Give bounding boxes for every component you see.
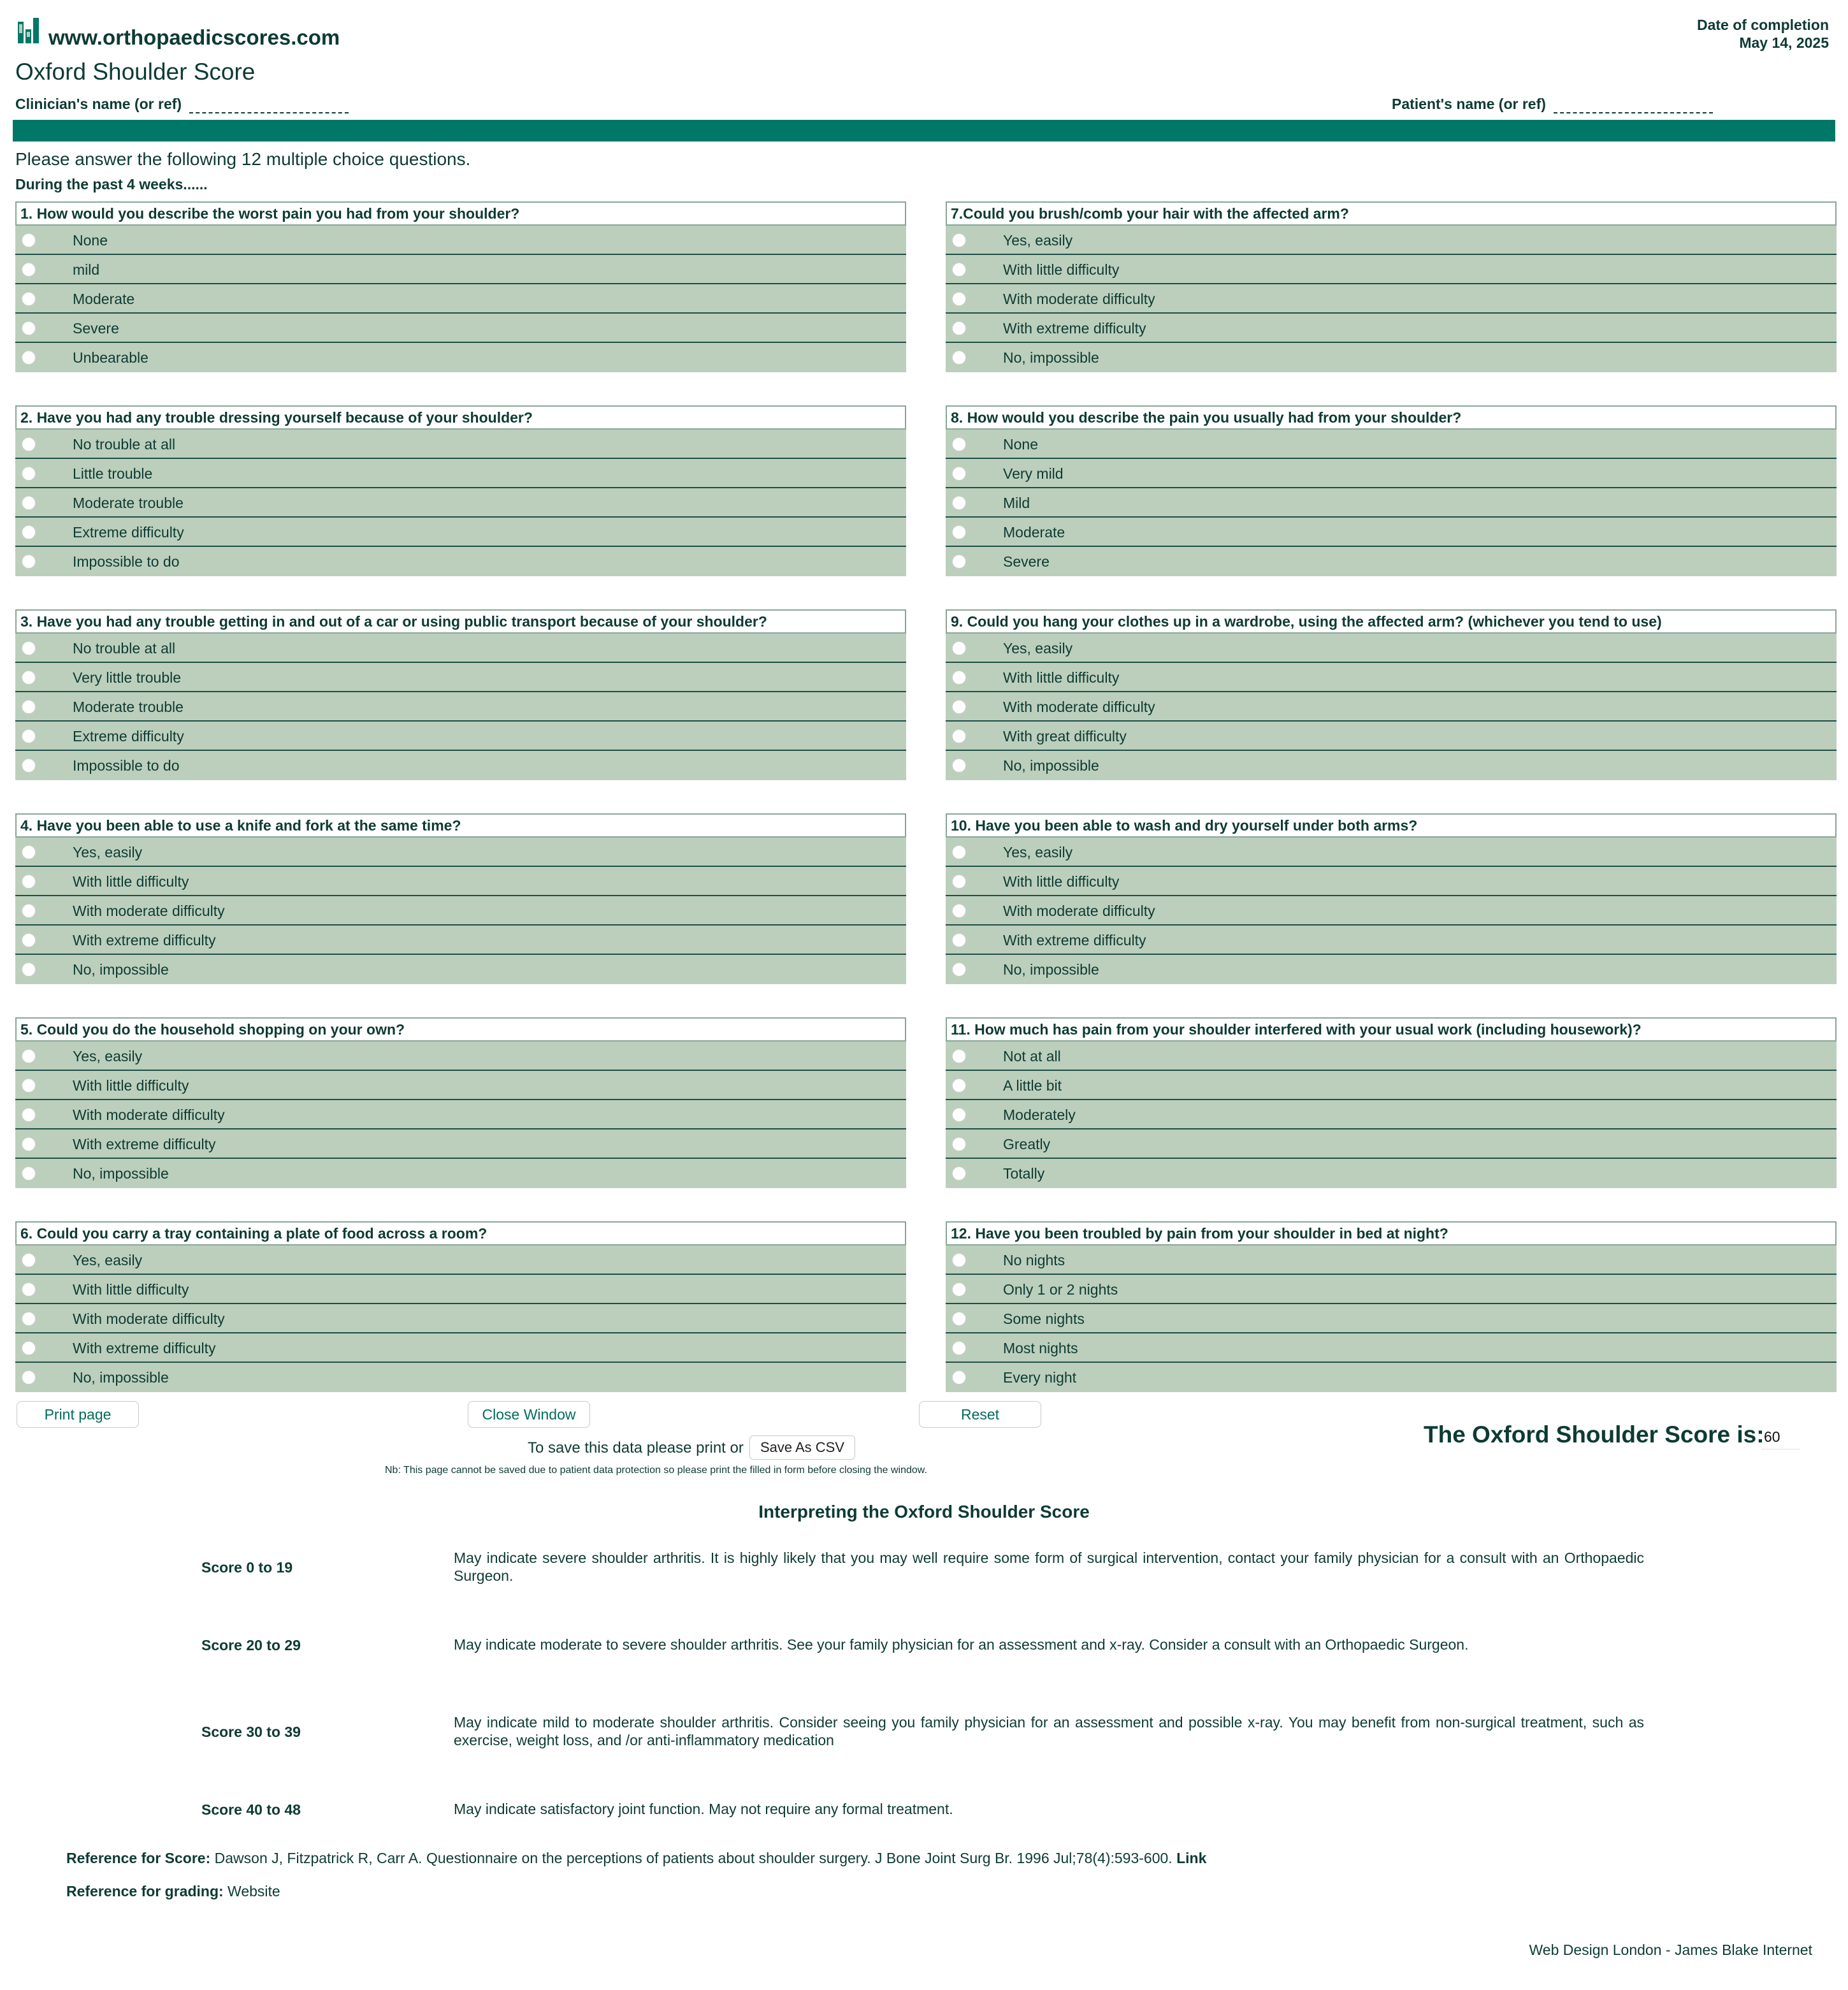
radio-button[interactable] (952, 875, 966, 889)
interpretation-description: May indicate moderate to severe shoulder arthritis. See your family physician for an assessment and x-ray. Consider a consult with an Orthopaedic Surgeon. (454, 1636, 1469, 1653)
score-reference-link[interactable]: Link (1176, 1850, 1207, 1866)
answer-option-label: Impossible to do (73, 553, 180, 570)
question-title: 3. Have you had any trouble getting in and out of a car or using public transport because of your shoulder? (15, 609, 906, 634)
date-of-completion-label: Date of completion (1696, 17, 1829, 33)
answer-options (946, 226, 1837, 372)
answer-option-label: Greatly (1003, 1136, 1051, 1152)
answer-option-label: Unbearable (73, 349, 148, 366)
answer-option[interactable] (946, 430, 1837, 459)
radio-button[interactable] (952, 729, 966, 743)
answer-option[interactable] (15, 1363, 906, 1392)
radio-button[interactable] (952, 1341, 966, 1355)
question-block (15, 405, 906, 576)
radio-button[interactable] (22, 1049, 36, 1063)
answer-option[interactable] (946, 751, 1837, 780)
question-block (946, 1221, 1837, 1392)
answer-option[interactable] (15, 1304, 906, 1333)
answer-option-label: Moderately (1003, 1107, 1076, 1123)
answer-options (946, 1246, 1837, 1392)
radio-button[interactable] (952, 1049, 966, 1063)
radio-button[interactable] (952, 292, 966, 306)
answer-option[interactable] (15, 1159, 906, 1188)
question-block (946, 1017, 1837, 1188)
answer-option-label: No trouble at all (73, 640, 176, 657)
answer-options (946, 1042, 1837, 1188)
score-reference-label: Reference for Score: (66, 1850, 211, 1866)
radio-button[interactable] (952, 641, 966, 655)
answer-option[interactable] (946, 1363, 1837, 1392)
answer-option[interactable] (15, 1042, 906, 1071)
radio-button[interactable] (952, 233, 966, 247)
answer-option-label: Some nights (1003, 1311, 1085, 1327)
clinician-name-field[interactable] (189, 94, 349, 113)
interpretation-title: Interpreting the Oxford Shoulder Score (758, 1502, 1090, 1522)
answer-option-label: None (1003, 436, 1038, 453)
radio-button[interactable] (952, 1282, 966, 1296)
radio-button[interactable] (22, 1282, 36, 1296)
answer-option[interactable] (946, 1275, 1837, 1304)
answer-option[interactable] (946, 896, 1837, 926)
answer-option-label: With great difficulty (1003, 728, 1127, 744)
question-block (946, 201, 1837, 372)
answer-option-label: With moderate difficulty (73, 1107, 225, 1123)
question-title: 7.Could you brush/comb your hair with the affected arm? (946, 201, 1837, 226)
question-block (15, 609, 906, 780)
question-block (946, 405, 1837, 576)
radio-button[interactable] (22, 671, 36, 685)
radio-button[interactable] (952, 845, 966, 859)
answer-option[interactable] (946, 634, 1837, 663)
radio-button[interactable] (22, 875, 36, 889)
answer-option-label: No, impossible (1003, 757, 1099, 774)
answer-option-label: None (73, 232, 108, 249)
grading-reference-link[interactable]: Website (227, 1883, 280, 1899)
answer-option-label: With little difficulty (73, 873, 189, 890)
answer-option-label: No, impossible (1003, 961, 1099, 978)
answer-option[interactable] (946, 343, 1837, 372)
patient-name-label: Patient's name (or ref) (1392, 96, 1546, 112)
grading-reference-label: Reference for grading: (66, 1883, 224, 1899)
clinician-name-row (15, 94, 349, 113)
radio-button[interactable] (952, 1370, 966, 1384)
answer-options (15, 430, 906, 576)
answer-option-label: No, impossible (73, 1165, 169, 1182)
answer-option[interactable] (15, 255, 906, 284)
reset-button[interactable]: Reset (919, 1401, 1041, 1428)
answer-option[interactable] (946, 314, 1837, 343)
radio-button[interactable] (952, 437, 966, 451)
answer-option[interactable] (15, 867, 906, 896)
answer-option-label: mild (73, 261, 100, 278)
answer-option-label: With little difficulty (73, 1281, 189, 1298)
answer-option-label: Little trouble (73, 465, 153, 482)
radio-button[interactable] (952, 263, 966, 277)
radio-button[interactable] (952, 525, 966, 539)
patient-name-row (1392, 94, 1713, 113)
score-reference-text: Dawson J, Fitzpatrick R, Carr A. Questionnaire on the perceptions of patients about shoulder surgery. J Bone Joint Surg Br. 1996 Jul;78(4):593-600. (214, 1850, 1173, 1866)
answer-option[interactable] (15, 751, 906, 780)
answer-option[interactable] (946, 1129, 1837, 1159)
answer-option-label: Severe (73, 320, 119, 337)
answer-option-label: Most nights (1003, 1340, 1078, 1356)
answer-option-label: No nights (1003, 1252, 1065, 1268)
question-block (15, 1017, 906, 1188)
answer-option-label: With little difficulty (73, 1077, 189, 1094)
answer-option-label: Yes, easily (1003, 844, 1073, 861)
answer-option-label: Severe (1003, 553, 1050, 570)
answer-option[interactable] (15, 1333, 906, 1363)
answer-option-label: Yes, easily (73, 844, 143, 861)
answer-options (15, 1042, 906, 1188)
radio-button[interactable] (952, 904, 966, 918)
interpretation-score-range: Score 30 to 39 (201, 1724, 301, 1740)
answer-option[interactable] (946, 1071, 1837, 1100)
clinician-name-label: Clinician's name (or ref) (15, 96, 182, 112)
answer-option-label: No, impossible (73, 1369, 169, 1386)
question-title: 10. Have you been able to wash and dry yourself under both arms? (946, 813, 1837, 838)
answer-option[interactable] (15, 314, 906, 343)
question-title: 4. Have you been able to use a knife and fork at the same time? (15, 813, 906, 838)
score-reference (66, 1848, 1206, 1868)
radio-button[interactable] (952, 700, 966, 714)
answer-option[interactable] (946, 518, 1837, 547)
answer-option-label: Yes, easily (1003, 232, 1073, 249)
radio-button[interactable] (22, 1166, 36, 1180)
answer-option[interactable] (946, 1159, 1837, 1188)
answer-option[interactable] (946, 255, 1837, 284)
score-value-field: 60 (1761, 1424, 1800, 1449)
radio-button[interactable] (22, 904, 36, 918)
radio-button[interactable] (952, 467, 966, 481)
answer-option[interactable] (946, 867, 1837, 896)
answer-option[interactable] (946, 284, 1837, 314)
answer-option-label: Totally (1003, 1165, 1045, 1182)
answer-option[interactable] (946, 838, 1837, 867)
answer-options (946, 430, 1837, 576)
answer-option[interactable] (946, 692, 1837, 722)
answer-option-label: Yes, easily (1003, 640, 1073, 657)
answer-option[interactable] (946, 1333, 1837, 1363)
answer-option[interactable] (946, 459, 1837, 488)
answer-option[interactable] (946, 955, 1837, 984)
answer-options (15, 634, 906, 780)
answer-option-label: With moderate difficulty (73, 903, 225, 919)
intro-text: Please answer the following 12 multiple choice questions. (15, 149, 471, 169)
answer-option-label: Very little trouble (73, 669, 182, 686)
date-of-completion-value: May 14, 2025 (1739, 34, 1829, 51)
answer-option[interactable] (15, 547, 906, 576)
radio-button[interactable] (22, 845, 36, 859)
answer-option-label: Every night (1003, 1369, 1077, 1386)
answer-option[interactable] (946, 1100, 1837, 1129)
question-title: 8. How would you describe the pain you usually had from your shoulder? (946, 405, 1837, 430)
answer-option-label: No, impossible (1003, 349, 1099, 366)
question-block (15, 201, 906, 372)
answer-option[interactable] (15, 488, 906, 518)
answer-option-label: With moderate difficulty (73, 1311, 225, 1327)
answer-option-label: With extreme difficulty (73, 1136, 216, 1152)
interpretation-score-range: Score 0 to 19 (201, 1559, 293, 1576)
answer-options (15, 226, 906, 372)
save-instructions: To save this data please print or (528, 1439, 744, 1456)
radio-button[interactable] (22, 962, 36, 977)
bar-chart-logo-icon (17, 15, 43, 45)
question-block (15, 1221, 906, 1392)
answer-option[interactable] (946, 926, 1837, 955)
data-protection-note: Nb: This page cannot be saved due to patient data protection so please print the filled in form before closing the window. (385, 1465, 927, 1476)
answer-option[interactable] (946, 722, 1837, 751)
answer-option-label: Moderate trouble (73, 495, 184, 511)
radio-button[interactable] (22, 1079, 36, 1093)
site-url-link[interactable]: www.orthopaedicscores.com (48, 25, 340, 49)
radio-button[interactable] (952, 1108, 966, 1122)
radio-button[interactable] (22, 321, 36, 335)
answer-options (946, 634, 1837, 780)
radio-button[interactable] (952, 962, 966, 977)
radio-button[interactable] (952, 671, 966, 685)
radio-button[interactable] (22, 292, 36, 306)
answer-option-label: Very mild (1003, 465, 1064, 482)
answer-option-label: A little bit (1003, 1077, 1062, 1094)
save-as-csv-button[interactable]: Save As CSV (749, 1435, 855, 1460)
answer-option[interactable] (15, 459, 906, 488)
answer-option[interactable] (15, 838, 906, 867)
question-block (946, 609, 1837, 780)
answer-option[interactable] (946, 1042, 1837, 1071)
interpretation-description: May indicate mild to moderate shoulder arthritis. Consider seeing you family physician for an assessment and possible x-ray. You may benefit from non-surgical treatment, such as exercise, weight loss, and /or anti-inflammatory medication (454, 1714, 1644, 1748)
question-title: 9. Could you hang your clothes up in a wardrobe, using the affected arm? (whichever you tend to use) (946, 609, 1837, 634)
patient-name-field[interactable] (1554, 94, 1713, 113)
interpretation-description: May indicate severe shoulder arthritis. It is highly likely that you may well require some form of surgical intervention, contact your family physician for a consult with an Orthopaedic Surgeon. (454, 1550, 1644, 1584)
answer-option[interactable] (15, 343, 906, 372)
answer-option-label: Yes, easily (73, 1252, 143, 1268)
page-title: Oxford Shoulder Score (15, 59, 256, 85)
radio-button[interactable] (952, 1166, 966, 1180)
question-title: 1. How would you describe the worst pain you had from your shoulder? (15, 201, 906, 226)
radio-button[interactable] (22, 700, 36, 714)
radio-button[interactable] (952, 933, 966, 947)
radio-button[interactable] (22, 467, 36, 481)
answer-option[interactable] (946, 226, 1837, 255)
close-window-button[interactable]: Close Window (468, 1401, 590, 1428)
answer-option[interactable] (946, 488, 1837, 518)
radio-button[interactable] (952, 759, 966, 773)
radio-button[interactable] (952, 1312, 966, 1326)
question-block (946, 813, 1837, 984)
answer-option-label: No, impossible (73, 961, 169, 978)
answer-option-label: Extreme difficulty (73, 524, 184, 541)
radio-button[interactable] (22, 525, 36, 539)
answer-option[interactable] (15, 1246, 906, 1275)
radio-button[interactable] (22, 1341, 36, 1355)
answer-option[interactable] (946, 547, 1837, 576)
answer-option-label: Not at all (1003, 1048, 1061, 1064)
answer-option[interactable] (15, 722, 906, 751)
interpretation-score-range: Score 20 to 29 (201, 1637, 301, 1653)
answer-option-label: Mild (1003, 495, 1030, 511)
answer-option-label: No trouble at all (73, 436, 176, 453)
radio-button[interactable] (22, 1253, 36, 1267)
radio-button[interactable] (952, 1253, 966, 1267)
radio-button[interactable] (22, 437, 36, 451)
radio-button[interactable] (22, 496, 36, 510)
radio-button[interactable] (952, 555, 966, 569)
answer-option[interactable] (15, 430, 906, 459)
answer-options (15, 1246, 906, 1392)
answer-option[interactable] (15, 896, 906, 926)
answer-option[interactable] (946, 663, 1837, 692)
interpretation-description: May indicate satisfactory joint function. May not require any formal treatment. (454, 1801, 953, 1817)
radio-button[interactable] (22, 1108, 36, 1122)
header-divider-bar (13, 120, 1835, 142)
question-title: 2. Have you had any trouble dressing yourself because of your shoulder? (15, 405, 906, 430)
radio-button[interactable] (952, 321, 966, 335)
radio-button[interactable] (22, 933, 36, 947)
radio-button[interactable] (22, 1312, 36, 1326)
answer-option[interactable] (15, 1275, 906, 1304)
radio-button[interactable] (22, 1137, 36, 1151)
print-page-button[interactable]: Print page (17, 1401, 139, 1428)
answer-option[interactable] (15, 955, 906, 984)
answer-option-label: Yes, easily (73, 1048, 143, 1064)
answer-option-label: With extreme difficulty (73, 932, 216, 948)
answer-option[interactable] (15, 634, 906, 663)
question-title: 12. Have you been troubled by pain from your shoulder in bed at night? (946, 1221, 1837, 1246)
radio-button[interactable] (22, 641, 36, 655)
answer-option-label: With moderate difficulty (1003, 903, 1155, 919)
answer-option-label: With extreme difficulty (1003, 320, 1146, 337)
answer-options (946, 838, 1837, 984)
answer-option[interactable] (15, 518, 906, 547)
period-text: During the past 4 weeks...... (15, 176, 208, 192)
answer-option-label: Moderate (1003, 524, 1065, 541)
radio-button[interactable] (22, 1370, 36, 1384)
radio-button[interactable] (22, 263, 36, 277)
answer-option-label: With little difficulty (1003, 261, 1120, 278)
radio-button[interactable] (22, 729, 36, 743)
radio-button[interactable] (22, 233, 36, 247)
answer-option[interactable] (946, 1304, 1837, 1333)
radio-button[interactable] (22, 351, 36, 365)
answer-option-label: Extreme difficulty (73, 728, 184, 744)
radio-button[interactable] (952, 351, 966, 365)
radio-button[interactable] (952, 1079, 966, 1093)
radio-button[interactable] (22, 555, 36, 569)
interpretation-score-range: Score 40 to 48 (201, 1801, 301, 1818)
radio-button[interactable] (22, 759, 36, 773)
answer-option-label: With little difficulty (1003, 873, 1120, 890)
question-title: 6. Could you carry a tray containing a plate of food across a room? (15, 1221, 906, 1246)
answer-option[interactable] (15, 284, 906, 314)
question-title: 11. How much has pain from your shoulder interfered with your usual work (including housework)? (946, 1017, 1837, 1042)
footer-credit[interactable]: Web Design London - James Blake Internet (1529, 1942, 1812, 1958)
answer-option-label: With moderate difficulty (1003, 291, 1155, 307)
answer-option[interactable] (946, 1246, 1837, 1275)
radio-button[interactable] (952, 496, 966, 510)
answer-option[interactable] (15, 1100, 906, 1129)
score-label: The Oxford Shoulder Score is: (1424, 1421, 1765, 1448)
answer-option[interactable] (15, 1071, 906, 1100)
answer-option-label: Moderate (73, 291, 135, 307)
answer-option[interactable] (15, 663, 906, 692)
answer-option-label: With moderate difficulty (1003, 699, 1155, 715)
answer-option[interactable] (15, 1129, 906, 1159)
radio-button[interactable] (952, 1137, 966, 1151)
answer-option-label: With extreme difficulty (1003, 932, 1146, 948)
answer-option[interactable] (15, 926, 906, 955)
answer-option-label: With little difficulty (1003, 669, 1120, 686)
question-title: 5. Could you do the household shopping on your own? (15, 1017, 906, 1042)
answer-options (15, 838, 906, 984)
grading-reference (66, 1882, 280, 1901)
answer-option-label: Impossible to do (73, 757, 180, 774)
answer-option[interactable] (15, 692, 906, 722)
answer-option[interactable] (15, 226, 906, 255)
answer-option-label: Only 1 or 2 nights (1003, 1281, 1118, 1298)
question-block (15, 813, 906, 984)
answer-option-label: Moderate trouble (73, 699, 184, 715)
answer-option-label: With extreme difficulty (73, 1340, 216, 1356)
